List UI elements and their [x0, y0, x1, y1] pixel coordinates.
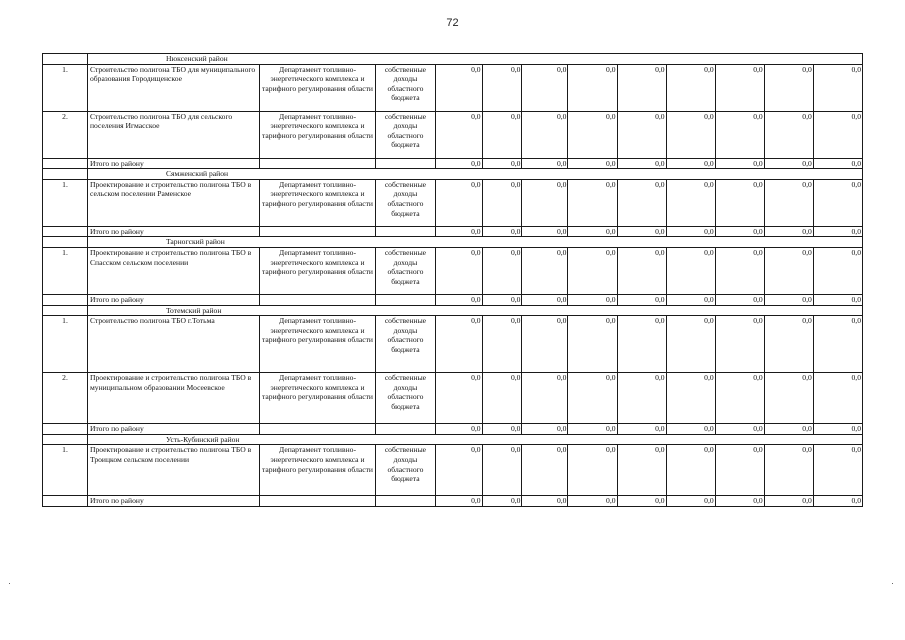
total-label: Итого по району: [87, 158, 259, 169]
table-row: [43, 64, 863, 111]
total-executor-cell: [259, 424, 376, 435]
value-cell: 0,0: [813, 316, 862, 373]
value-cell: 0,0: [568, 111, 617, 158]
page-number: 72: [446, 17, 459, 29]
total-value-cell: 0,0: [435, 226, 482, 237]
total-executor-cell: [259, 158, 376, 169]
value-cell: 0,0: [522, 64, 568, 111]
value-cell: 0,0: [482, 373, 522, 424]
total-value-cell: 0,0: [715, 496, 764, 507]
value-cell: 0,0: [482, 179, 522, 226]
total-value-cell: 0,0: [482, 226, 522, 237]
measure-name: Проектирование и строительство полигона ТБО в Троицком сельском поселении: [87, 445, 259, 496]
measure-name: Строительство полигона ТБО для сельского поселения Игмасское: [87, 111, 259, 158]
total-label: Итого по району: [87, 496, 259, 507]
value-cell: 0,0: [568, 316, 617, 373]
scan-artifact: [892, 583, 893, 584]
value-cell: 0,0: [666, 316, 715, 373]
total-label: Итого по району: [87, 294, 259, 305]
district-total-row: [43, 226, 863, 237]
district-num-cell: [43, 305, 88, 316]
value-cell: 0,0: [715, 111, 764, 158]
total-value-cell: 0,0: [568, 158, 617, 169]
total-value-cell: 0,0: [813, 294, 862, 305]
value-cell: 0,0: [522, 111, 568, 158]
value-cell: 0,0: [666, 247, 715, 294]
total-value-cell: 0,0: [813, 158, 862, 169]
value-cell: 0,0: [715, 179, 764, 226]
district-name: Усть-Кубинский район: [87, 434, 862, 445]
total-source-cell: [376, 158, 435, 169]
executor: Департамент топливно-энергетического комплекса и тарифного регулирования области: [259, 316, 376, 373]
total-value-cell: 0,0: [813, 424, 862, 435]
district-total-row: [43, 496, 863, 507]
value-cell: 0,0: [435, 179, 482, 226]
value-cell: 0,0: [568, 247, 617, 294]
value-cell: 0,0: [435, 316, 482, 373]
value-cell: 0,0: [482, 247, 522, 294]
row-number: 1.: [43, 316, 88, 373]
value-cell: 0,0: [435, 373, 482, 424]
value-cell: 0,0: [482, 111, 522, 158]
value-cell: 0,0: [813, 445, 862, 496]
district-name: Тарногский район: [87, 237, 862, 248]
total-value-cell: 0,0: [522, 496, 568, 507]
total-value-cell: 0,0: [764, 424, 813, 435]
total-source-cell: [376, 424, 435, 435]
measure-name: Строительство полигона ТБО для муниципального образования Городищенское: [87, 64, 259, 111]
total-value-cell: 0,0: [482, 496, 522, 507]
funding-source: собственные доходы областного бюджета: [376, 247, 435, 294]
value-cell: 0,0: [568, 373, 617, 424]
total-num-cell: [43, 496, 88, 507]
table-row: [43, 316, 863, 373]
district-header-row: [43, 305, 863, 316]
total-value-cell: 0,0: [764, 226, 813, 237]
total-num-cell: [43, 158, 88, 169]
district-total-row: [43, 424, 863, 435]
funding-source: собственные доходы областного бюджета: [376, 316, 435, 373]
total-num-cell: [43, 424, 88, 435]
executor: Департамент топливно-энергетического комплекса и тарифного регулирования области: [259, 111, 376, 158]
value-cell: 0,0: [435, 111, 482, 158]
value-cell: 0,0: [715, 64, 764, 111]
measure-name: Проектирование и строительство полигона ТБО в муниципальном образовании Мосеевское: [87, 373, 259, 424]
total-value-cell: 0,0: [715, 158, 764, 169]
value-cell: 0,0: [813, 64, 862, 111]
value-cell: 0,0: [764, 179, 813, 226]
value-cell: 0,0: [715, 247, 764, 294]
total-value-cell: 0,0: [764, 158, 813, 169]
total-value-cell: 0,0: [435, 158, 482, 169]
total-value-cell: 0,0: [715, 294, 764, 305]
total-value-cell: 0,0: [617, 158, 666, 169]
scan-artifact: [9, 583, 10, 584]
total-executor-cell: [259, 294, 376, 305]
funding-source: собственные доходы областного бюджета: [376, 373, 435, 424]
value-cell: 0,0: [764, 64, 813, 111]
value-cell: 0,0: [435, 247, 482, 294]
value-cell: 0,0: [666, 64, 715, 111]
value-cell: 0,0: [617, 316, 666, 373]
value-cell: 0,0: [813, 247, 862, 294]
total-value-cell: 0,0: [482, 158, 522, 169]
table-row: [43, 111, 863, 158]
measure-name: Строительство полигона ТБО г.Тотьма: [87, 316, 259, 373]
value-cell: 0,0: [764, 445, 813, 496]
value-cell: 0,0: [813, 373, 862, 424]
district-header-row: [43, 169, 863, 180]
district-header-row: [43, 237, 863, 248]
value-cell: 0,0: [666, 111, 715, 158]
value-cell: 0,0: [764, 316, 813, 373]
total-label: Итого по району: [87, 226, 259, 237]
table-row: [43, 179, 863, 226]
row-number: 2.: [43, 111, 88, 158]
value-cell: 0,0: [666, 445, 715, 496]
table-row: [43, 373, 863, 424]
table-row: [43, 247, 863, 294]
district-num-cell: [43, 237, 88, 248]
district-header-row: [43, 434, 863, 445]
total-executor-cell: [259, 226, 376, 237]
row-number: 1.: [43, 179, 88, 226]
value-cell: 0,0: [568, 179, 617, 226]
total-value-cell: 0,0: [522, 294, 568, 305]
total-value-cell: 0,0: [666, 158, 715, 169]
district-header-row: [43, 54, 863, 65]
measure-name: Проектирование и строительство полигона ТБО в Спасском сельском поселении: [87, 247, 259, 294]
value-cell: 0,0: [715, 445, 764, 496]
value-cell: 0,0: [617, 445, 666, 496]
budget-table: [42, 53, 863, 507]
total-value-cell: 0,0: [617, 226, 666, 237]
executor: Департамент топливно-энергетического комплекса и тарифного регулирования области: [259, 179, 376, 226]
total-value-cell: 0,0: [568, 424, 617, 435]
value-cell: 0,0: [522, 445, 568, 496]
value-cell: 0,0: [617, 64, 666, 111]
funding-source: собственные доходы областного бюджета: [376, 111, 435, 158]
total-value-cell: 0,0: [617, 294, 666, 305]
district-name: Тотемский район: [87, 305, 862, 316]
value-cell: 0,0: [435, 445, 482, 496]
district-name: Сямженский район: [87, 169, 862, 180]
row-number: 2.: [43, 373, 88, 424]
value-cell: 0,0: [482, 64, 522, 111]
value-cell: 0,0: [617, 247, 666, 294]
total-value-cell: 0,0: [764, 294, 813, 305]
total-value-cell: 0,0: [715, 424, 764, 435]
value-cell: 0,0: [482, 316, 522, 373]
executor: Департамент топливно-энергетического комплекса и тарифного регулирования области: [259, 445, 376, 496]
total-value-cell: 0,0: [617, 424, 666, 435]
value-cell: 0,0: [764, 373, 813, 424]
executor: Департамент топливно-энергетического комплекса и тарифного регулирования области: [259, 373, 376, 424]
total-value-cell: 0,0: [666, 226, 715, 237]
value-cell: 0,0: [522, 247, 568, 294]
value-cell: 0,0: [568, 64, 617, 111]
funding-source: собственные доходы областного бюджета: [376, 445, 435, 496]
executor: Департамент топливно-энергетического комплекса и тарифного регулирования области: [259, 64, 376, 111]
total-value-cell: 0,0: [568, 496, 617, 507]
district-num-cell: [43, 54, 88, 65]
total-value-cell: 0,0: [522, 158, 568, 169]
value-cell: 0,0: [764, 247, 813, 294]
total-source-cell: [376, 294, 435, 305]
value-cell: 0,0: [568, 445, 617, 496]
value-cell: 0,0: [482, 445, 522, 496]
executor: Департамент топливно-энергетического комплекса и тарифного регулирования области: [259, 247, 376, 294]
value-cell: 0,0: [715, 316, 764, 373]
total-value-cell: 0,0: [813, 226, 862, 237]
total-value-cell: 0,0: [666, 496, 715, 507]
value-cell: 0,0: [715, 373, 764, 424]
value-cell: 0,0: [617, 111, 666, 158]
total-value-cell: 0,0: [435, 496, 482, 507]
total-value-cell: 0,0: [715, 226, 764, 237]
value-cell: 0,0: [617, 179, 666, 226]
total-value-cell: 0,0: [568, 294, 617, 305]
total-value-cell: 0,0: [522, 226, 568, 237]
total-value-cell: 0,0: [482, 294, 522, 305]
value-cell: 0,0: [617, 373, 666, 424]
total-num-cell: [43, 294, 88, 305]
total-label: Итого по району: [87, 424, 259, 435]
value-cell: 0,0: [764, 111, 813, 158]
total-num-cell: [43, 226, 88, 237]
funding-source: собственные доходы областного бюджета: [376, 179, 435, 226]
value-cell: 0,0: [522, 179, 568, 226]
value-cell: 0,0: [522, 373, 568, 424]
district-total-row: [43, 294, 863, 305]
value-cell: 0,0: [666, 373, 715, 424]
total-value-cell: 0,0: [435, 424, 482, 435]
total-value-cell: 0,0: [764, 496, 813, 507]
funding-source: собственные доходы областного бюджета: [376, 64, 435, 111]
row-number: 1.: [43, 247, 88, 294]
value-cell: 0,0: [522, 316, 568, 373]
value-cell: 0,0: [813, 179, 862, 226]
total-value-cell: 0,0: [666, 424, 715, 435]
total-value-cell: 0,0: [617, 496, 666, 507]
total-value-cell: 0,0: [568, 226, 617, 237]
value-cell: 0,0: [666, 179, 715, 226]
value-cell: 0,0: [813, 111, 862, 158]
total-value-cell: 0,0: [666, 294, 715, 305]
total-executor-cell: [259, 496, 376, 507]
total-value-cell: 0,0: [522, 424, 568, 435]
total-value-cell: 0,0: [482, 424, 522, 435]
row-number: 1.: [43, 64, 88, 111]
total-value-cell: 0,0: [435, 294, 482, 305]
district-num-cell: [43, 169, 88, 180]
district-name: Нюксенский район: [87, 54, 862, 65]
total-source-cell: [376, 496, 435, 507]
row-number: 1.: [43, 445, 88, 496]
value-cell: 0,0: [435, 64, 482, 111]
measure-name: Проектирование и строительство полигона ТБО в сельском поселении Раменское: [87, 179, 259, 226]
total-value-cell: 0,0: [813, 496, 862, 507]
total-source-cell: [376, 226, 435, 237]
district-num-cell: [43, 434, 88, 445]
table-row: [43, 445, 863, 496]
district-total-row: [43, 158, 863, 169]
